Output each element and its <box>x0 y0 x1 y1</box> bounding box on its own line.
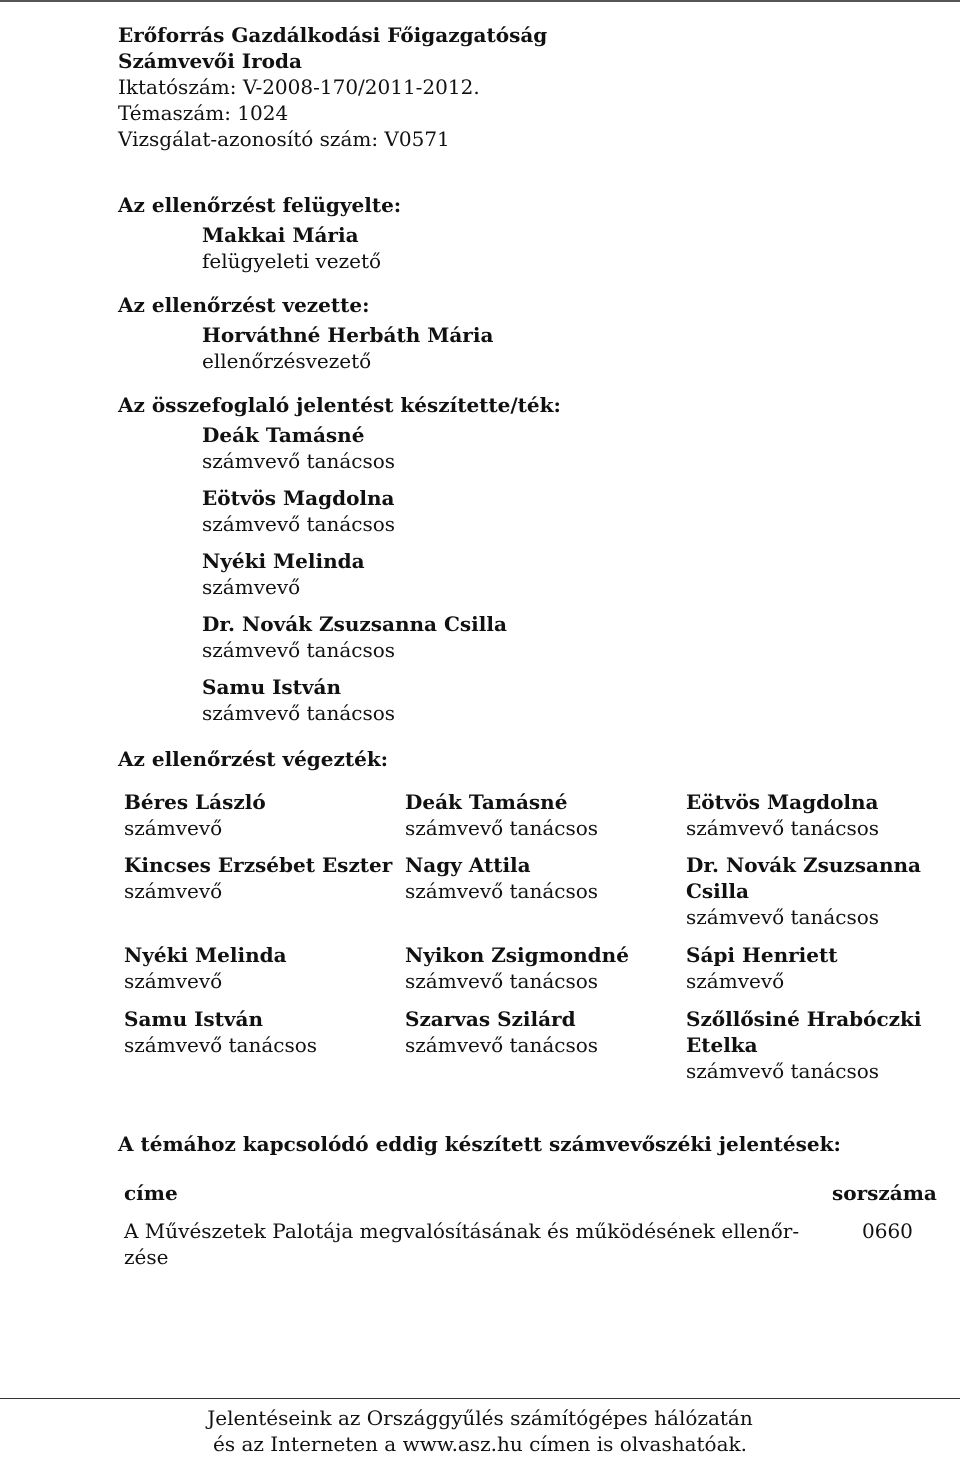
auditor-role: számvevő <box>124 816 223 840</box>
author-role: számvevő tanácsos <box>202 512 396 536</box>
author-name: Samu István <box>202 675 342 699</box>
auditor-entry <box>686 852 946 930</box>
auditor-role: számvevő <box>124 879 223 903</box>
auditor-name: Nagy Attila <box>405 853 531 877</box>
auditor-entry <box>405 852 675 904</box>
auditor-entry <box>686 942 956 994</box>
auditor-entry <box>124 1006 394 1058</box>
author-role: számvevő tanácsos <box>202 449 396 473</box>
auditor-name: Deák Tamásné <box>405 790 568 814</box>
auditor-role: számvevő tanácsos <box>686 905 880 929</box>
iktatoszam: Iktatószám: V-2008-170/2011-2012. <box>118 75 480 99</box>
top-rule <box>0 0 960 2</box>
led-heading: Az ellenőrzést vezette: <box>118 293 370 317</box>
auditor-name: Szarvas Szilárd <box>405 1007 576 1031</box>
auditor-entry <box>686 1006 946 1084</box>
auditor-entry <box>124 942 394 994</box>
auditor-role: számvevő tanácsos <box>405 879 599 903</box>
performed-heading: Az ellenőrzést végezték: <box>118 747 389 771</box>
auditor-role: számvevő tanácsos <box>686 816 880 840</box>
leader-name: Horváthné Herbáth Mária <box>202 323 494 347</box>
report-number: 0660 <box>862 1219 913 1243</box>
footer-line-2: és az Interneten a www.asz.hu címen is olvashatóak. <box>212 1432 747 1456</box>
auditor-entry <box>405 942 675 994</box>
auditor-entry <box>686 789 956 841</box>
auditor-role: számvevő tanácsos <box>405 1033 599 1057</box>
author-role: számvevő tanácsos <box>202 701 396 725</box>
auditor-role: számvevő <box>686 969 785 993</box>
supervisor-role: felügyeleti vezető <box>202 249 382 273</box>
auditor-name: Nyéki Melinda <box>124 943 287 967</box>
auditor-role: számvevő tanácsos <box>686 1059 880 1083</box>
auditor-name: Kincses Erzsébet Eszter <box>124 853 393 877</box>
reports-heading: A témához kapcsolódó eddig készített számvevőszéki jelentések: <box>118 1132 841 1156</box>
temaszam: Témaszám: 1024 <box>118 101 289 125</box>
author-name: Dr. Novák Zsuzsanna Csilla <box>202 612 507 636</box>
author-name: Eötvös Magdolna <box>202 486 395 510</box>
auditor-name: Szőllősiné Hrabóczki Etelka <box>686 1007 922 1057</box>
supervisor-name: Makkai Mária <box>202 223 359 247</box>
footer-rule <box>0 1398 960 1399</box>
auditor-name: Eötvös Magdolna <box>686 790 879 814</box>
authors-heading: Az összefoglaló jelentést készítette/ték: <box>118 393 561 417</box>
auditor-name: Dr. Novák Zsuzsanna Csilla <box>686 853 922 903</box>
auditor-name: Béres László <box>124 790 266 814</box>
auditor-role: számvevő tanácsos <box>405 969 599 993</box>
author-name: Nyéki Melinda <box>202 549 365 573</box>
org-name: Erőforrás Gazdálkodási Főigazgatóság <box>118 23 548 47</box>
auditor-name: Nyikon Zsigmondné <box>405 943 629 967</box>
auditor-role: számvevő <box>124 969 223 993</box>
footer-line-1: Jelentéseink az Országgyűlés számítógépes hálózatán <box>207 1406 753 1430</box>
leader-role: ellenőrzésvezető <box>202 349 372 373</box>
supervised-heading: Az ellenőrzést felügyelte: <box>118 193 402 217</box>
auditor-name: Sápi Henriett <box>686 943 838 967</box>
auditor-role: számvevő tanácsos <box>405 816 599 840</box>
author-role: számvevő <box>202 575 301 599</box>
auditor-entry <box>124 852 394 904</box>
auditor-entry <box>405 789 675 841</box>
auditor-role: számvevő tanácsos <box>124 1033 318 1057</box>
author-role: számvevő tanácsos <box>202 638 396 662</box>
report-title: A Művészetek Palotája megvalósításának és működésének ellenőr-zése <box>124 1219 800 1269</box>
reports-col-number: sorszáma <box>832 1181 937 1205</box>
footer <box>0 1405 960 1457</box>
auditor-entry <box>405 1006 675 1058</box>
vizsgalat-azonosito: Vizsgálat-azonosító szám: V0571 <box>118 127 450 151</box>
auditor-name: Samu István <box>124 1007 264 1031</box>
office-name: Számvevői Iroda <box>118 49 302 73</box>
reports-col-title: címe <box>124 1181 178 1205</box>
author-name: Deák Tamásné <box>202 423 365 447</box>
auditor-entry <box>124 789 394 841</box>
